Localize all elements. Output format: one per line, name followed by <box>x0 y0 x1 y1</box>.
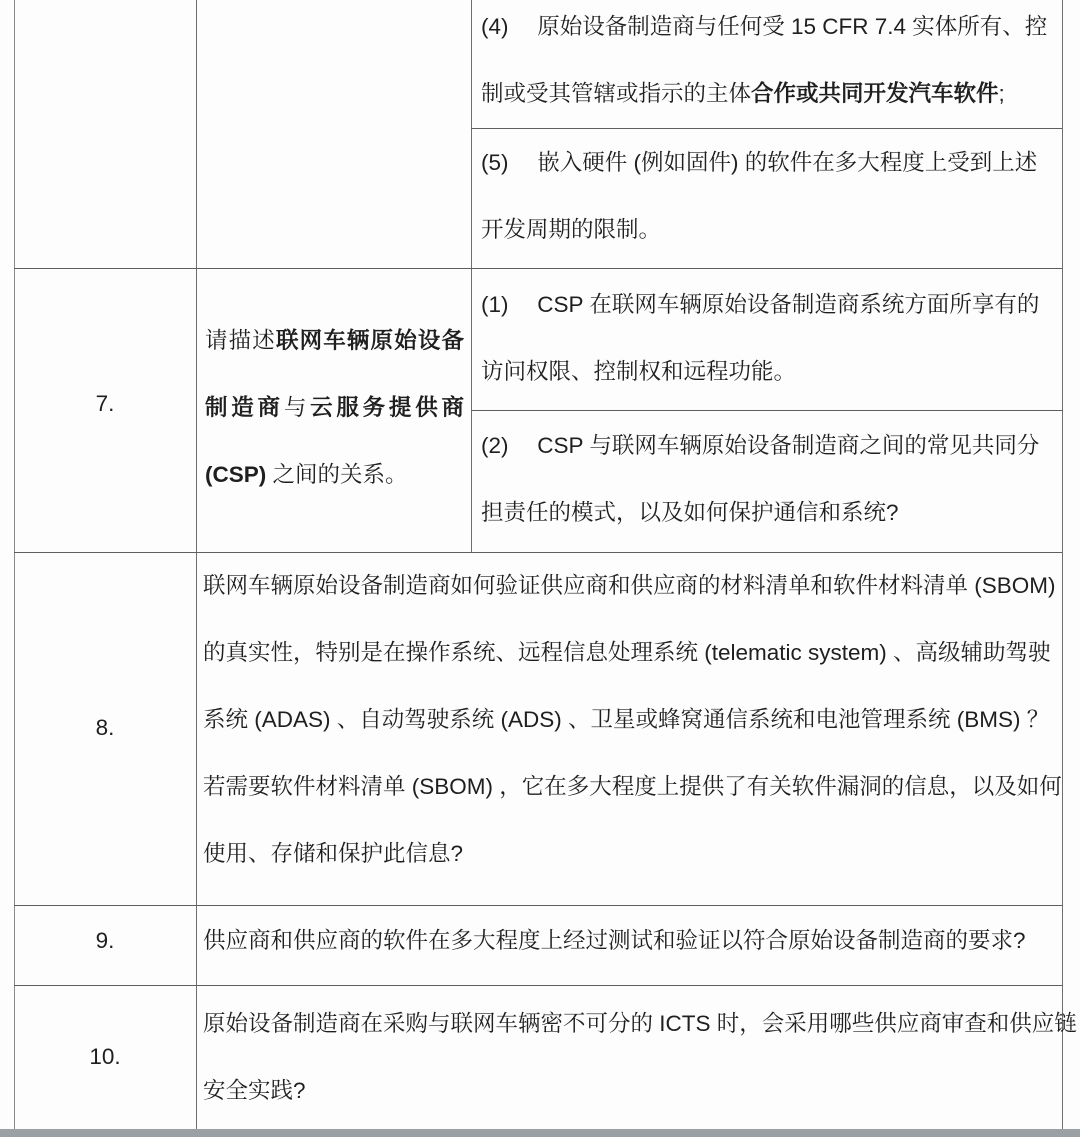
cell-q7-question-line2 <box>205 374 464 441</box>
table-divider-number-column <box>196 0 197 1130</box>
cell-q7-subitem1 <box>481 271 1056 405</box>
row-divider-above-q10 <box>14 985 1062 986</box>
page-bottom-edge-shadow <box>0 1129 1080 1137</box>
text-line: 原始设备制造商在采购与联网车辆密不可分的 ICTS 时，会采用哪些供应商审查和供应链 <box>203 1011 1077 1036</box>
text-line: (2) CSP 与联网车辆原始设备制造商之间的常见共同分 <box>481 433 1040 458</box>
cell-q8-number: 8. <box>95 715 115 740</box>
text-line: 开发周期的限制。 <box>481 217 662 242</box>
cell-continuation-item4 <box>481 0 1056 127</box>
row-divider-sub1-sub2 <box>471 410 1062 411</box>
cell-q10-number: 10. <box>89 1044 121 1069</box>
text-line: 制造商与云服务提供商 <box>205 395 464 420</box>
text-line: 系统 (ADAS) 、自动驾驶系统 (ADS) 、卫星或蜂窝通信系统和电池管理系统 (BMS) ？ <box>203 707 1050 732</box>
row-divider-above-q7 <box>14 268 1062 269</box>
text-line: 担责任的模式，以及如何保护通信和系统? <box>481 500 899 525</box>
cell-continuation-item5 <box>481 129 1056 263</box>
text-line: (5) 嵌入硬件 (例如固件) 的软件在多大程度上受到上述 <box>481 150 1038 175</box>
cell-q9-number: 9. <box>95 928 115 953</box>
text-line: 制或受其管辖或指示的主体合作或共同开发汽车软件; <box>481 81 1005 106</box>
text-line: 安全实践? <box>203 1078 306 1103</box>
text-line: 的真实性，特别是在操作系统、远程信息处理系统 (telematic system) 、高级辅助驾驶 <box>203 640 1051 665</box>
cell-q7-question-line3 <box>205 441 464 508</box>
text-line: 访问权限、控制权和远程功能。 <box>481 359 797 384</box>
cell-q10-question <box>203 990 1077 1124</box>
text-line: (CSP) 之间的关系。 <box>205 462 408 487</box>
cell-q7-number: 7. <box>95 391 115 416</box>
text-line: 若需要软件材料清单 (SBOM) ，它在多大程度上提供了有关软件漏洞的信息，以及如何 <box>203 774 1062 799</box>
cell-q7-subitem2 <box>481 412 1056 546</box>
cell-q8-question <box>203 552 1062 887</box>
text-line: 请描述联网车辆原始设备 <box>205 328 464 353</box>
text-line: 联网车辆原始设备制造商如何验证供应商和供应商的材料清单和软件材料清单 (SBOM) <box>203 573 1056 598</box>
text-line: (4) 原始设备制造商与任何受 15 CFR 7.4 实体所有、控 <box>481 14 1048 39</box>
text-line: (1) CSP 在联网车辆原始设备制造商系统方面所享有的 <box>481 292 1040 317</box>
table-divider-middle-column <box>471 0 472 552</box>
text-line: 供应商和供应商的软件在多大程度上经过测试和验证以符合原始设备制造商的要求? <box>203 928 1026 953</box>
cell-q7-question-line1 <box>205 307 464 374</box>
table-border-right <box>1062 0 1063 1130</box>
text-line: 使用、存储和保护此信息? <box>203 841 464 866</box>
row-divider-above-q9 <box>14 905 1062 906</box>
cell-q9-question <box>203 907 1059 974</box>
